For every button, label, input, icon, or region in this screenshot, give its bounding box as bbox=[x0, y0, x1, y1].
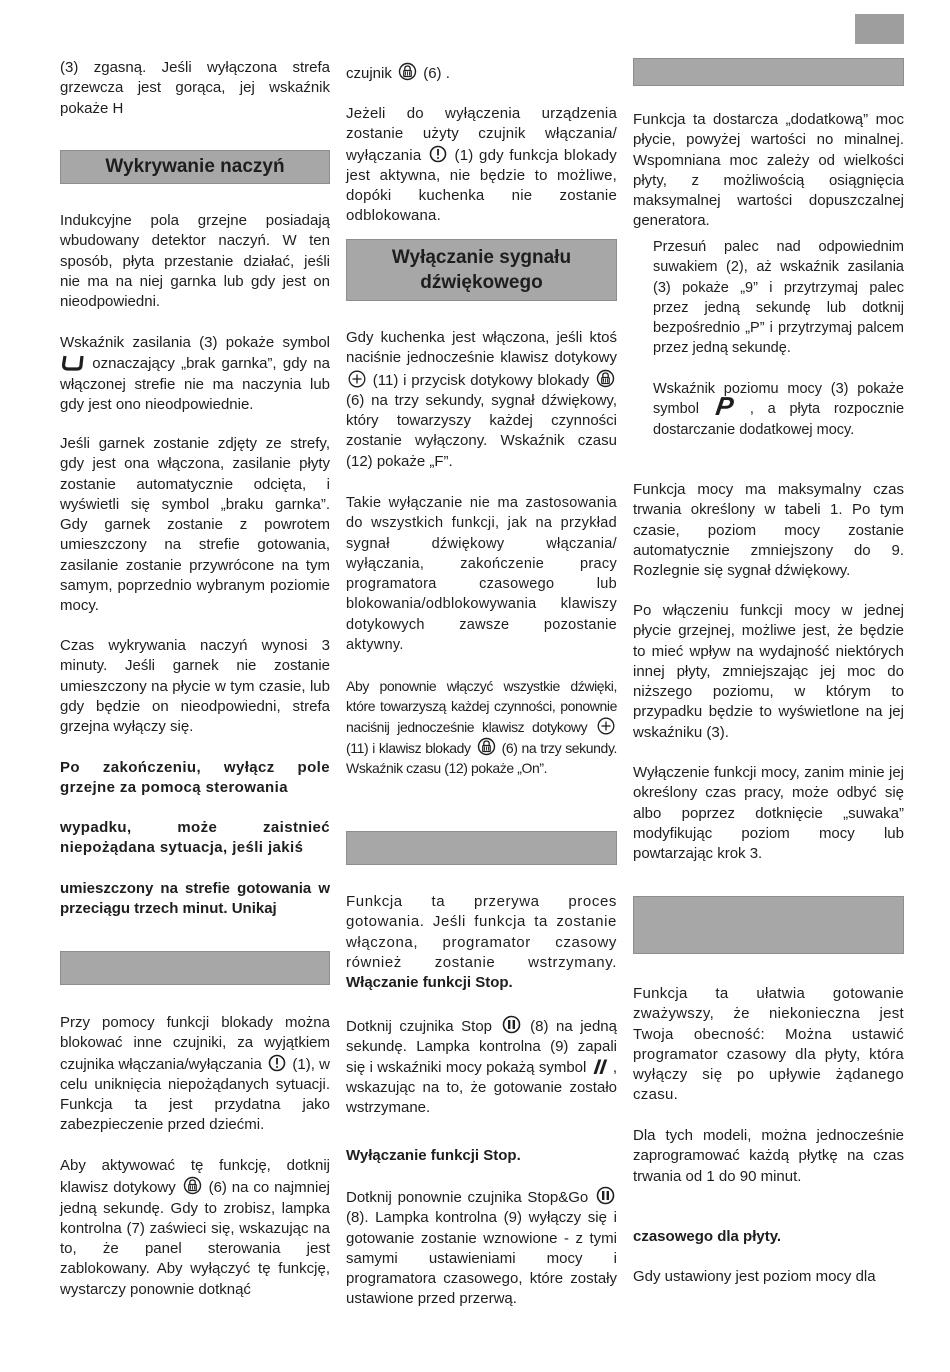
section-heading-blank bbox=[633, 58, 904, 86]
paragraph: Po włączeniu funkcji mocy w jednej płycie grzejnej, możliwe jest, że będzie to mieć wpływ na wydajność niektórych innej płyty, zmniejszając jej moc do niższego poziomu, w którym to przypadku będzie to wyświetlone na jej wskaźniku (3). bbox=[633, 602, 904, 741]
power-icon bbox=[268, 1054, 286, 1072]
paragraph: (3) zgasną. Jeśli wyłączona strefa grzewcza jest gorąca, jej wskaźnik pokaże H bbox=[60, 59, 330, 117]
paragraph: Przesuń palec nad odpowiednim suwakiem (2), aż wskaźnik zasilania (3) pokaże „9” i przytrzymaj palec przez jedną sekundę lub dotknij bezpośrednio „P” i przytrzymaj palcem przez jedną sekundę. bbox=[653, 239, 904, 357]
paragraph: Aby ponownie włączyć wszystkie dźwięki, które towarzyszą każdej czynności, ponownie naciśnij jednocześnie klawisz dotykowy (11) i klawisz blokady (6) na trzy sekundy. Wskaźnik czasu (12) pokaże „On”. bbox=[346, 678, 617, 777]
heading-text: Wykrywanie naczyń bbox=[105, 156, 285, 177]
section-heading-pot-detection bbox=[60, 150, 330, 184]
p-symbol-icon: P bbox=[713, 391, 736, 422]
paragraph: Czas wykrywania naczyń wynosi 3 minuty. Jeśli garnek nie zostanie umieszczony na płycie w tym czasie, lub gdy będzie on nieodpowiedni, strefa grzejna wyłączy się. bbox=[60, 637, 330, 736]
heading-text: Wyłączanie sygnału bbox=[391, 247, 572, 268]
paragraph: Dotknij ponownie czujnika Stop&Go (8). Lampka kontrolna (9) wyłączy się i gotowanie zostanie wznowione - z tymi samymi ustawieniami mocy i programatora czasowego, które zostały ustawione przed przerwą. bbox=[346, 1186, 617, 1310]
paragraph: Funkcja ta dostarcza „dodatkową” moc płycie, powyżej wartości no minalnej. Wspomniana moc zależy od wielkości płyty, z możliwością osiągnięcia maksymalnej wartości dopuszczalnej generatora. bbox=[633, 111, 904, 230]
pause-icon bbox=[596, 1186, 615, 1205]
paragraph: Aby aktywować tę funkcję, dotknij klawisz dotykowy (6) na co najmniej jedną sekundę. Gdy to zrobisz, lampka kontrolna (7) zaświeci się, wskazując na to, że panel sterowania jest zablokowany. Aby wyłączyć tę funkcję, wystarczy ponownie dotknąć bbox=[60, 1157, 330, 1298]
section-heading-blank bbox=[60, 951, 330, 985]
page-tab bbox=[855, 14, 904, 44]
lock-icon bbox=[477, 737, 496, 756]
paragraph: Przy pomocy funkcji blokady można blokować inne czujniki, za wyjątkiem czujnika włączania/wyłączania (1), w celu uniknięcia niepożądanych sytuacji. Funkcja ta jest przydatna jako zabezpieczenie przed dziećmi. bbox=[60, 1014, 330, 1134]
plus-icon bbox=[597, 717, 615, 735]
paragraph: Funkcja ta ułatwia gotowanie zważywszy, że niekonieczna jest Twoja obecność: Można ustawić programator czasowy dla płyty, która wyłączy się po upływie żądanego czasu. bbox=[633, 985, 904, 1104]
lock-icon bbox=[398, 62, 417, 81]
bold-paragraph: czasowego dla płyty. bbox=[633, 1228, 782, 1245]
paragraph: Gdy ustawiony jest poziom mocy dla bbox=[633, 1268, 876, 1285]
paragraph: Wskaźnik zasilania (3) pokaże symbol oznaczający „brak garnka”, gdy na włączonej strefie nie ma naczynia lub gdy jest ono nieodpowiednie. bbox=[60, 334, 330, 413]
pause-display-symbol-icon: II bbox=[592, 1055, 608, 1079]
paragraph: Funkcja mocy ma maksymalny czas trwania określony w tabeli 1. Po tym czasie, poziom mocy zostanie automatycznie zmniejszony do 9. Rozlegnie się sygnał dźwiękowy. bbox=[633, 481, 904, 580]
bold-paragraph: Po zakończeniu, wyłącz pole grzejne za pomocą sterowania bbox=[60, 759, 330, 797]
lock-icon bbox=[183, 1176, 202, 1195]
pause-icon bbox=[502, 1015, 521, 1034]
paragraph: Dotknij czujnika Stop (8) na jedną sekundę. Lampka kontrolna (9) zapali się i wskaźniki mocy pokażą symbol II , wskazując na to, że gotowanie zostało wstrzymane. bbox=[346, 1015, 617, 1118]
paragraph: Wskaźnik poziomu mocy (3) pokaże symbol P , a płyta rozpocznie dostarczanie dodatkowej mocy. bbox=[653, 381, 905, 438]
section-heading-sound-off bbox=[346, 239, 617, 301]
bold-paragraph: umieszczony na strefie gotowania w przeciągu trzech minut. Unikaj bbox=[60, 880, 330, 918]
paragraph: Gdy kuchenka jest włączona, jeśli ktoś naciśnie jednocześnie klawisz dotykowy (11) i przycisk dotykowy blokady (6) na trzy sekundy, sygnał dźwiękowy, który towarzyszy każdej czynności zostanie wyłączony. Wskaźnik czasu (12) pokaże „F”. bbox=[346, 329, 617, 470]
plus-icon bbox=[348, 370, 366, 388]
paragraph: Wyłączenie funkcji mocy, zanim minie jej określony czas pracy, może odbyć się albo poprzez dotknięcie „suwaka” modyfikując poziom mocy lub powtarzając krok 3. bbox=[633, 764, 904, 863]
paragraph: Takie wyłączanie nie ma zastosowania do wszystkich funkcji, jak na przykład sygnał dźwiękowy włączania/ wyłączania, zakończenie pracy programatora czasowego lub blokowania/odblokowywania klawiszy dotykowych zawsze pozostanie aktywny. bbox=[346, 495, 617, 654]
section-heading-blank bbox=[346, 831, 617, 865]
bold-paragraph: Wyłączanie funkcji Stop. bbox=[346, 1147, 521, 1164]
paragraph: Indukcyjne pola grzejne posiadają wbudowany detektor naczyń. W ten sposób, płyta przestanie działać, jeśli nie ma na niej garnka lub gdy jest on nieodpowiedni. bbox=[60, 212, 330, 311]
bold-paragraph: wypadku, może zaistnieć niepożądana sytuacja, jeśli jakiś bbox=[60, 819, 330, 857]
heading-text: dźwiękowego bbox=[420, 272, 543, 293]
power-icon bbox=[429, 145, 447, 163]
paragraph: Jeśli garnek zostanie zdjęty ze strefy, gdy jest ona włączona, zasilanie płyty zostanie automatycznie odcięta, i wyświetli się symbol „braku garnka”. Gdy garnek zostanie z powrotem umieszczony na strefie gotowania, zasilanie zostanie przywrócone na tym samym, poprzednio wybranym poziomie mocy. bbox=[60, 435, 330, 615]
section-heading-blank bbox=[633, 896, 904, 954]
no-pot-symbol-icon bbox=[62, 353, 84, 371]
paragraph: Dla tych modeli, można jednocześnie zaprogramować każdą płytkę na czas trwania od 1 do 90 minut. bbox=[633, 1127, 904, 1185]
paragraph: Jeżeli do wyłączenia urządzenia zostanie użyty czujnik włączania/ wyłączania (1) gdy funkcja blokady jest aktywna, nie będzie to możliwe, dopóki kuchenka nie zostanie odblokowana. bbox=[346, 105, 617, 225]
lock-icon bbox=[596, 369, 615, 388]
paragraph: czujnik (6) . bbox=[346, 62, 617, 84]
paragraph: Funkcja ta przerywa proces gotowania. Jeśli funkcja ta zostanie włączona, programator czasowy również zostanie wstrzymany. Włączanie funkcji Stop. bbox=[346, 893, 617, 992]
